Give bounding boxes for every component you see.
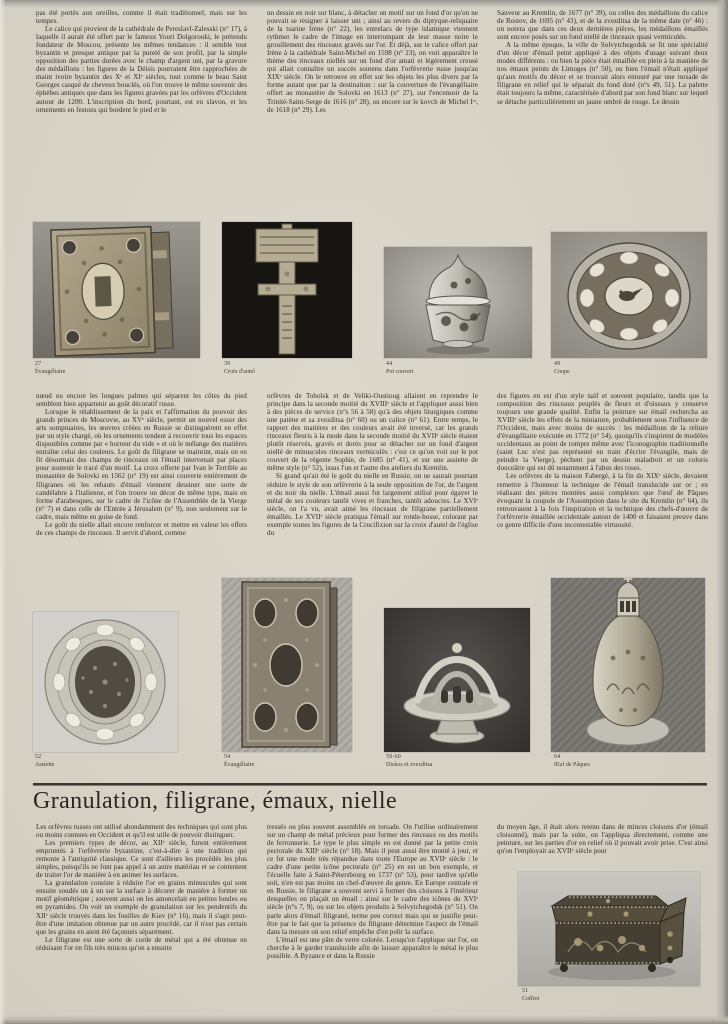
figure-label: Évangéliaire — [224, 761, 255, 768]
figure-59-60-caption — [386, 754, 432, 769]
paragraph: Sauveur au Kremlin, de 1677 (n° 39), ou celles des médaillons du calice de Rostov, de 1695 (n° 43), et de la zvezditsa de la même date (n° 46) : on notera que dans ces deux dernières pièces, les médaillons émaillés sont encore posés sur un fond niellé de rinceaux quasi vermiculés. — [497, 9, 708, 42]
figure-49-caption — [554, 361, 570, 376]
figure-number: 54 — [224, 754, 231, 760]
text-column-top-1 — [36, 9, 247, 114]
figure-51-caption — [522, 988, 539, 1003]
figure-label: Coupe — [554, 368, 570, 375]
figure-label: Assiette — [35, 761, 55, 768]
figure-number: 44 — [386, 361, 393, 367]
figure-27-caption — [35, 361, 65, 376]
figure-39-caption — [224, 361, 255, 376]
text-column-bottom-1 — [36, 823, 247, 952]
text-column-middle-2 — [267, 392, 478, 537]
text-column-bottom-2 — [267, 823, 478, 960]
figure-label: Pot couvert — [386, 368, 414, 375]
figure-49-cup-photo — [551, 232, 707, 358]
figure-label: Croix d'autel — [224, 368, 255, 375]
figure-number: 49 — [554, 361, 561, 367]
paragraph: un dessin en noir sur blanc, à détacher un motif sur un fond d'or qu'on ne pouvait se résigner à laisser uni ; ainsi au revers du diptyque-reliquaire de la tsarine Irène (n° 22), les entrelacs de type islamique viennent rythmer le cadre de l'image en interrompant de leur masse noire le grouillement des rinceaux gravés sur l'or. Et déjà, sur le calice offert par Irène à la cathédrale Saint-Michel en 1598 (n° 23), on voit apparaître le thème des rinceaux niellés sur un fond d'or amati et légèrement creusé qui allait connaître un succès soutenu dans l'orfèvrerie russe jusqu'au XIXᵉ siècle. On le retrouve en effet sur les objets les plus divers par la forme autant que par la destination : sur la couverture de l'évangéliaire offert au monastère de Solovki en 1613 (n° 27), sur l'encensoir de la Trinité-Saint-Serge de 1616 (n° 28), ou encore sur le kovch de Michel Iᵉʳ, de 1618 (n° 29). Les — [267, 9, 478, 114]
paragraph: Le goût du nielle allait encore renforcer et mettre en valeur les effets de ces champs de rinceaux. Il servit d'abord, comme — [36, 520, 247, 537]
paragraph: nœud ou encore les longues palmes qui séparent les côtes du pied semblent bien appartenir au goût décoratif russe. — [36, 392, 247, 409]
scan-edge-right — [716, 0, 728, 1024]
figure-52-caption — [35, 754, 54, 769]
paragraph: Le filigrane est une sorte de corde de métal qui a été obtenue en réduisant l'or en fils très minces qu'on a ensuite — [36, 935, 247, 952]
figure-label: Coffret — [522, 995, 540, 1002]
paragraph: A la même époque, la ville de Solvytchegodsk se fit une spécialité d'un décor d'émail peint appliqué à des objets d'usage suivant deux modes différents : ou bien la pièce était émaillée en plein à la manière de nos émaux peints de Limoges (n° 50), ou bien l'émail n'était appliqué qu'aux motifs du décor et se trouvait alors entouré par une torsade de filigrane en relief qui le séparait du fond doré (n°s 49, 51). La palette était toujours la même, caractérisée d'abord par son fond blanc sur lequel se détache particulièrement un jaune ombré de rouge. Le dessin — [497, 41, 708, 106]
scan-edge-left — [0, 0, 6, 1024]
paragraph: La granulation consiste à réduire l'or en grains minuscules qui sont ensuite soudés un à un sur la surface à décorer de manière à former un motif géométrique ; souvent aussi on les amoncelait en petites boules ou en pyramides. On voit un exemple de granulation sur les pendentifs du XIIᵉ siècle trouvés dans les fouilles de Kiev (n° 16), mais il s'agit peut-être d'une imitation obtenue par un autre procédé, car il n'est pas certain que les grains en aient été façonnés séparément. — [36, 879, 247, 936]
figure-44-caption — [386, 361, 414, 376]
paragraph: orfèvres de Tobolsk et de Veliki-Oustioug allaient en reprendre le principe dans la seconde moitié du XVIIIᵉ siècle et l'appliquer aussi bien à des pièces de service (n°s 56 à 58) qu'à des objets liturgiques comme une patène et sa zvezditsa (n° 60) ou un calice (n° 61). Entre temps, le rapport des matières et des couleurs avait été inversé, car les grands rinceaux fleuris à la mode dans la seconde moitié du XVIIᵉ siècle étaient plutôt réservés, gravés et dorés pour se détacher sur un fond d'argent niellé de minuscules rinceaux vermiculés : c'est ce qu'on voit sur le pot couvert de la régente Sophie, de 1685 (n° 41), et sur une assiette de même style (n° 52), issus l'un et l'autre des ateliers du Kremlin. — [267, 392, 478, 473]
paragraph: tressés ou plus souvent assemblés en torsade. On l'utilise ordinairement sur un champ de métal précieux pour former des rinceaux ou des motifs de ferronnerie. Le type le plus simple en est donné par la petite croix pectorale du XIIIᵉ siècle (n° 18). Mais il peut aussi être monté à jour, et ce fut une mode très répandue dans toute l'Europe au XVIIᵉ siècle : le cadre d'une petite icône pectorale (n° 25) en est un bon exemple, et l'écuelle faite à Saint-Pétersbourg en 1737 (n° 53), pour tardive qu'elle soit, n'en est pas moins un chef-d'œuvre du genre. En Europe centrale et en Russie, le filigrane a souvent servi à former des cloisons à l'intérieur desquelles on plaçait un émail : ainsi sur le cadre des icônes du XVIᵉ siècle (n°s 7, 9), ou sur les objets produits à Solvytchegodsk (n° 51). On parle alors d'émail filigrané, terme peu correct mais qui se justifie peut-être par le fait que la présence du filigrane détermine l'aspect de l'émail dans la mesure où son relief empêche d'en polir la surface. — [267, 823, 478, 936]
paragraph: des figures en est d'un style naïf et souvent populaire, tandis que la composition des rinceaux peuplés de fleurs et d'oiseaux y conserve toujours une grande qualité. Enfin la peinture sur émail rechercha au XVIIIᵉ siècle les effets de la miniature, probablement sous l'influence de l'Occident, mais avec moins de succès : les médaillons de la reliure d'évangéliaire exécutée en 1772 (n° 54), quoiqu'ils s'inspirent de modèles occidentaux au point de rompre même avec l'iconographie traditionnelle (saint Luc n'est pas représenté en train d'écrire l'évangile, mais de peindre la Vierge), pèchent par un dessin maladroit et un coloris douceâtre qui est dû notamment à l'abus des roses. — [497, 392, 708, 473]
figure-label: Évangéliaire — [35, 368, 66, 375]
figure-number: 64 — [554, 754, 561, 760]
figure-54-gospel-cover-photo — [222, 578, 352, 752]
figure-52-plate-photo — [33, 612, 178, 752]
figure-54-caption — [224, 754, 254, 769]
section-rule — [33, 783, 707, 786]
figure-number: 51 — [522, 988, 529, 994]
figure-number: 27 — [35, 361, 42, 367]
paragraph: Les orfèvres russes ont utilisé abondamment des techniques qui sont plus ou moins connues en Occident et qu'il est utile de pouvoir distinguer. — [36, 823, 247, 840]
paragraph: Les orfèvres de la maison Fabergé, à la fin du XIXᵉ siècle, devaient remettre à l'honneur la technique de l'émail translucide sur or ; en réalisant des pièces montées aussi complexes que l'œuf de Pâques évoquant la coupole de l'Assomption dans le site du Kremlin (n° 64), ils retrouvaient à la fois l'inspiration et la technique des chefs-d'œuvre de l'orfèvrerie émaillée occidentale autour de 1400 et faisaient preuve dans ce genre difficile d'une incontestable virtuosité. — [497, 472, 708, 529]
figure-number: 59-60 — [386, 754, 401, 760]
figure-39-altar-cross-photo — [222, 222, 352, 358]
paragraph: Lorsque le rétablissement de la paix et l'affirmation du pouvoir des grands princes de Moscovie, au XVᵉ siècle, permit un nouvel essor des arts somptuaires, les œuvres créées en Russie se distinguèrent en effet par un style chargé, où les ornements tendent à recouvrir tous les espaces disponibles comme par « horreur du vide » et où le mélange des matières entraîne celui des couleurs. Le goût du filigrane se maintint, mais on en fit désormais des champs de rinceaux où l'émail intervenait par places pour soutenir le tracé d'un motif. La croix offerte par Ivan le Terrible au monastère de Solovki en 1562 (n° 19) est ainsi couverte entièrement de filigranes où les rehauts d'émail viennent dessiner une sorte de candélabre à l'italienne, et l'on trouve un décor de même type, mais en forme d'arabesques, sur le cadre de l'icône de l'Assemblée de la Vierge (n° 7) et dans celle de l'Entrée à Jérusalem (n° 9), non seulement sur le cadre, mais même en guise de fond. — [36, 408, 247, 521]
figure-number: 52 — [35, 754, 42, 760]
figure-number: 39 — [224, 361, 231, 367]
paragraph: du moyen âge, il était alors retenu dans de minces cloisons d'or (émail cloisonné), mais par la suite, on l'appliqua directement, comme une peinture, sur les parties d'or en relief où il pouvait avoir prise. C'est ainsi qu'on l'employait au XVIIᵉ siècle pour — [497, 823, 708, 856]
text-column-top-2 — [267, 9, 478, 114]
text-column-middle-3 — [497, 392, 708, 529]
figure-64-easter-egg-photo — [551, 578, 705, 752]
paragraph: L'émail est une pâte de verre colorée. Lorsqu'on l'applique sur l'or, on cherche à le garder translucide afin de laisser apparaître le métal le plus possible. A Byzance et dans la Russie — [267, 935, 478, 960]
paragraph: pas été portés aux oreilles, comme il était traditionnel, mais sur les tempes. — [36, 9, 247, 26]
paragraph: Le calice qui provient de la cathédrale de Pereslavl-Zalesski (n° 17), à laquelle il aurait été offert par le fameux Youri Dolgorouki, le prétendu fondateur de Moscou, présente les mêmes tendances : il semble tout byzantin et presque antique par la pureté de son profil, par la simple opposition des parties dorées avec le champ d'argent uni, par la gravure des médaillons : les figures de la Déisis pourraient être rapprochées de maint ivoire byzantin des Xᵉ et XIᵉ siècles, tout comme le beau Saint Georges casqué de cheveux bouclés, où l'on trouve le même souvenir des éphèbes antiques que dans les figures gravées par les orfèvres d'Occident autour de 1200. L'inscription du bord, pourtant, est en slavon, et les ornements en festons qui bordent le pied et le — [36, 25, 247, 114]
paragraph: Si grand qu'ait été le goût du nielle en Russie, on ne saurait pourtant réduire le style de son orfèvrerie à la seule opposition de l'or, de l'argent et du noir du nielle. L'émail aussi fut largement utilisé pour égayer le métal de ses couleurs tantôt vives et franches, tantôt adoucies. Le XVIᵉ siècle, on l'a vu, avait aimé les rinceaux de filigrane partiellement émaillés. Le XVIIᵉ siècle pratiqua l'émail sur ronde-bosse, colorant par exemple toutes les figures de la Crucifixion sur la croix d'autel de l'église du — [267, 472, 478, 537]
figure-59-60-diskos-zvezditsa-photo — [384, 608, 530, 752]
figure-64-caption — [554, 754, 590, 769]
text-column-bottom-3 — [497, 823, 708, 855]
scan-edge-bottom — [0, 1015, 728, 1024]
figure-44-covered-pot-photo — [384, 247, 532, 358]
paragraph: Les premiers types de décor, au XIIᵉ siècle, furent entièrement empruntés à l'orfèvrerie byzantine, c'est-à-dire à une tradition qui remonte à l'antiquité classique. Ce sont d'ailleurs les procédés les plus simples, puisqu'ils ne font pas appel à un autre matériau et se contentent de traiter l'or de manière à en animer les surfaces. — [36, 839, 247, 880]
figure-27-gospel-cover-photo — [33, 222, 200, 358]
figure-label: Diskos et zvezditsa — [386, 761, 433, 768]
section-heading: Granulation, filigrane, émaux, nielle — [33, 788, 398, 814]
text-column-top-3 — [497, 9, 708, 106]
figure-51-casket-photo — [518, 872, 700, 986]
text-column-middle-1 — [36, 392, 247, 537]
figure-label: Œuf de Pâques — [554, 761, 590, 768]
scan-edge-top — [0, 0, 728, 8]
